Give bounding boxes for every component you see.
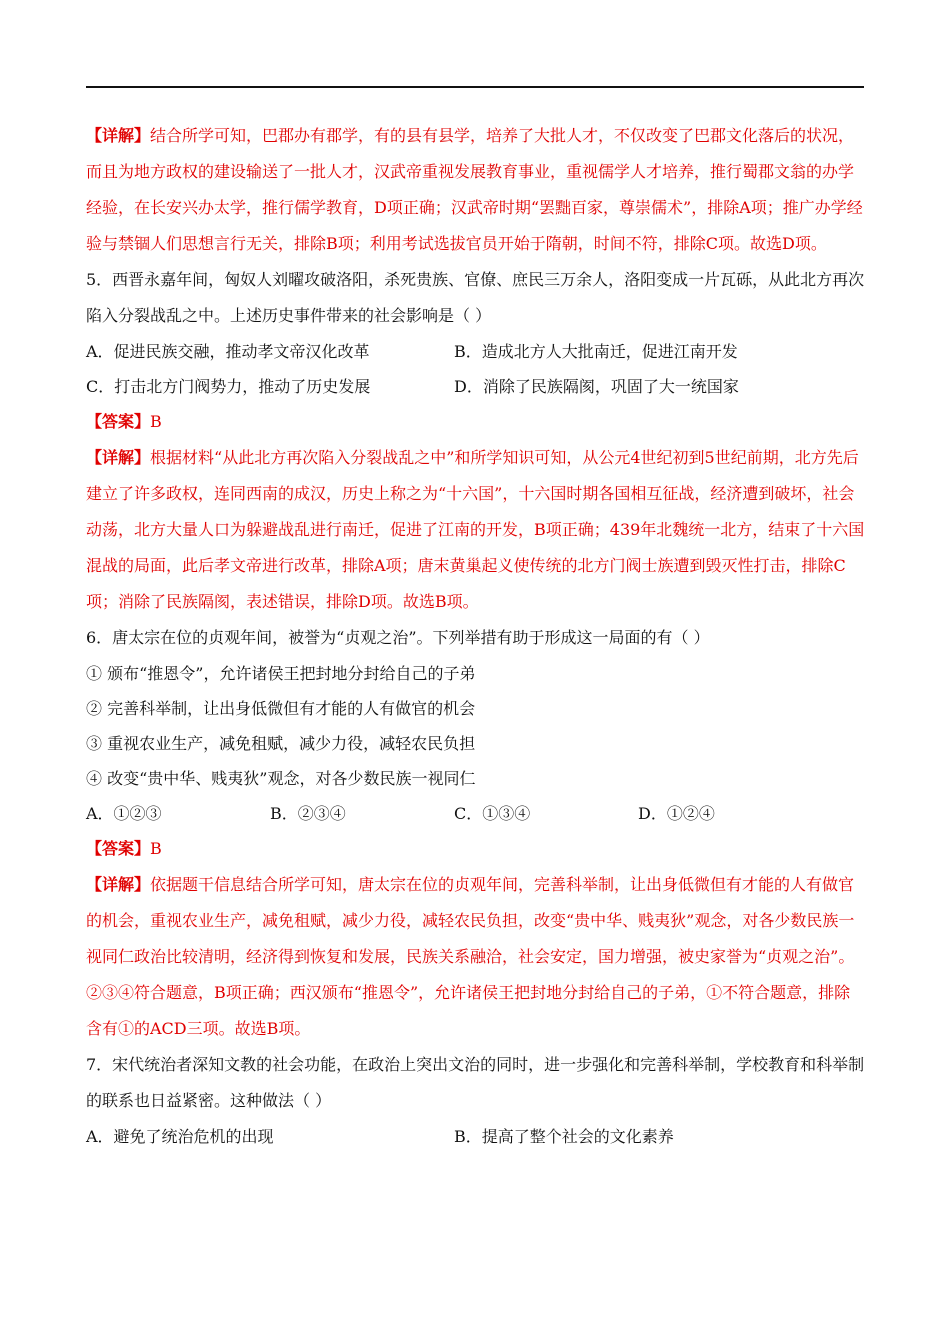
statement-1: ① 颁布“推恩令”，允许诸侯王把封地分封给自己的子弟 — [86, 664, 476, 683]
option-b: B．②③④ — [270, 804, 346, 823]
answer-value: B — [150, 412, 162, 431]
explanation-q6 — [86, 867, 866, 1047]
answer-value: B — [150, 839, 162, 858]
question-5: 5．西晋永嘉年间，匈奴人刘曜攻破洛阳，杀死贵族、官僚、庶民三万余人，洛阳变成一片瓦砾，从此北方再次陷入分裂战乱之中。上述历史事件带来的社会影响是（ ） — [86, 270, 865, 325]
option-b: B．造成北方人大批南迁，促进江南开发 — [454, 342, 738, 361]
question-7: 7．宋代统治者深知文教的社会功能，在政治上突出文治的同时，进一步强化和完善科举制，学校教育和科举制的联系也日益紧密。这种做法（ ） — [86, 1055, 865, 1110]
statement-2: ② 完善科举制，让出身低微但有才能的人有做官的机会 — [86, 699, 476, 718]
explanation-tag: 【详解】 — [86, 126, 151, 145]
option-c: C．打击北方门阀势力，推动了历史发展 — [86, 377, 371, 396]
option-a: A．促进民族交融，推动孝文帝汉化改革 — [86, 342, 370, 361]
statement-4: ④ 改变“贵中华、贱夷狄”观念，对各少数民族一视同仁 — [86, 769, 476, 788]
option-c: C．①③④ — [454, 804, 531, 823]
question-5-options-row-2 — [86, 369, 866, 404]
answer-q5 — [86, 404, 866, 440]
explanation-tag: 【详解】 — [86, 875, 151, 894]
question-7-options-row-1 — [86, 1119, 866, 1154]
explanation-q5 — [86, 440, 866, 620]
option-d: D．①②④ — [638, 804, 715, 823]
explanation-text: 依据题干信息结合所学可知，唐太宗在位的贞观年间，完善科举制，让出身低微但有才能的人有做官的机会，重视农业生产，减免租赋，减少力役，减轻农民负担，改变“贵中华、贱夷狄”观念，对各少数民族一视同仁政治比较清明，经济得到恢复和发展，民族关系融洽，社会安定，国力增强，被史家誉为“贞观之治”。②③④符合题意，B项正确；西汉颁布“推恩令”，允许诸侯王把封地分封给自己的子弟，①不符合题意，排除含有①的ACD三项。故选B项。 — [86, 875, 855, 1038]
statement-3: ③ 重视农业生产，减免租赋，减少力役，减轻农民负担 — [86, 734, 476, 753]
question-5-options-row-1 — [86, 334, 866, 369]
answer-tag: 【答案】 — [86, 412, 151, 431]
answer-tag: 【答案】 — [86, 839, 151, 858]
explanation-tag: 【详解】 — [86, 448, 151, 467]
answer-q6 — [86, 831, 866, 867]
option-a: A．避免了统治危机的出现 — [86, 1127, 274, 1146]
header-rule — [86, 86, 864, 88]
explanation-text: 结合所学可知，巴郡办有郡学，有的县有县学，培养了大批人才，不仅改变了巴郡文化落后的状况，而且为地方政权的建设输送了一批人才，汉武帝重视发展教育事业，重视儒学人才培养，推行蜀郡文翁的办学经验，在长安兴办太学，推行儒学教育，D项正确；汉武帝时期“罢黜百家，尊崇儒术”，排除A项；推广办学经验与禁锢人们思想言行无关，排除B项；利用考试选拔官员开始于隋朝，时间不符，排除C项。故选D项。 — [86, 126, 863, 253]
document-body — [86, 118, 866, 1154]
question-6: 6．唐太宗在位的贞观年间，被誉为“贞观之治”。下列举措有助于形成这一局面的有（ ） — [86, 628, 710, 647]
explanation-q4 — [86, 118, 866, 262]
option-b: B．提高了整个社会的文化素养 — [454, 1127, 674, 1146]
option-a: A．①②③ — [86, 804, 162, 823]
question-6-options — [86, 796, 866, 831]
explanation-text: 根据材料“从此北方再次陷入分裂战乱之中”和所学知识可知，从公元4世纪初到5世纪前期，北方先后建立了许多政权，连同西南的成汉，历史上称之为“十六国”，十六国时期各国相互征战，经济遭到破坏，社会动荡，北方大量人口为躲避战乱进行南迁，促进了江南的开发，B项正确；439年北魏统一北方，结束了十六国混战的局面，此后孝文帝进行改革，排除A项；唐末黄巢起义使传统的北方门阀士族遭到毁灭性打击，排除C项；消除了民族隔阂，表述错误，排除D项。故选B项。 — [86, 448, 865, 611]
option-d: D．消除了民族隔阂，巩固了大一统国家 — [454, 377, 739, 396]
